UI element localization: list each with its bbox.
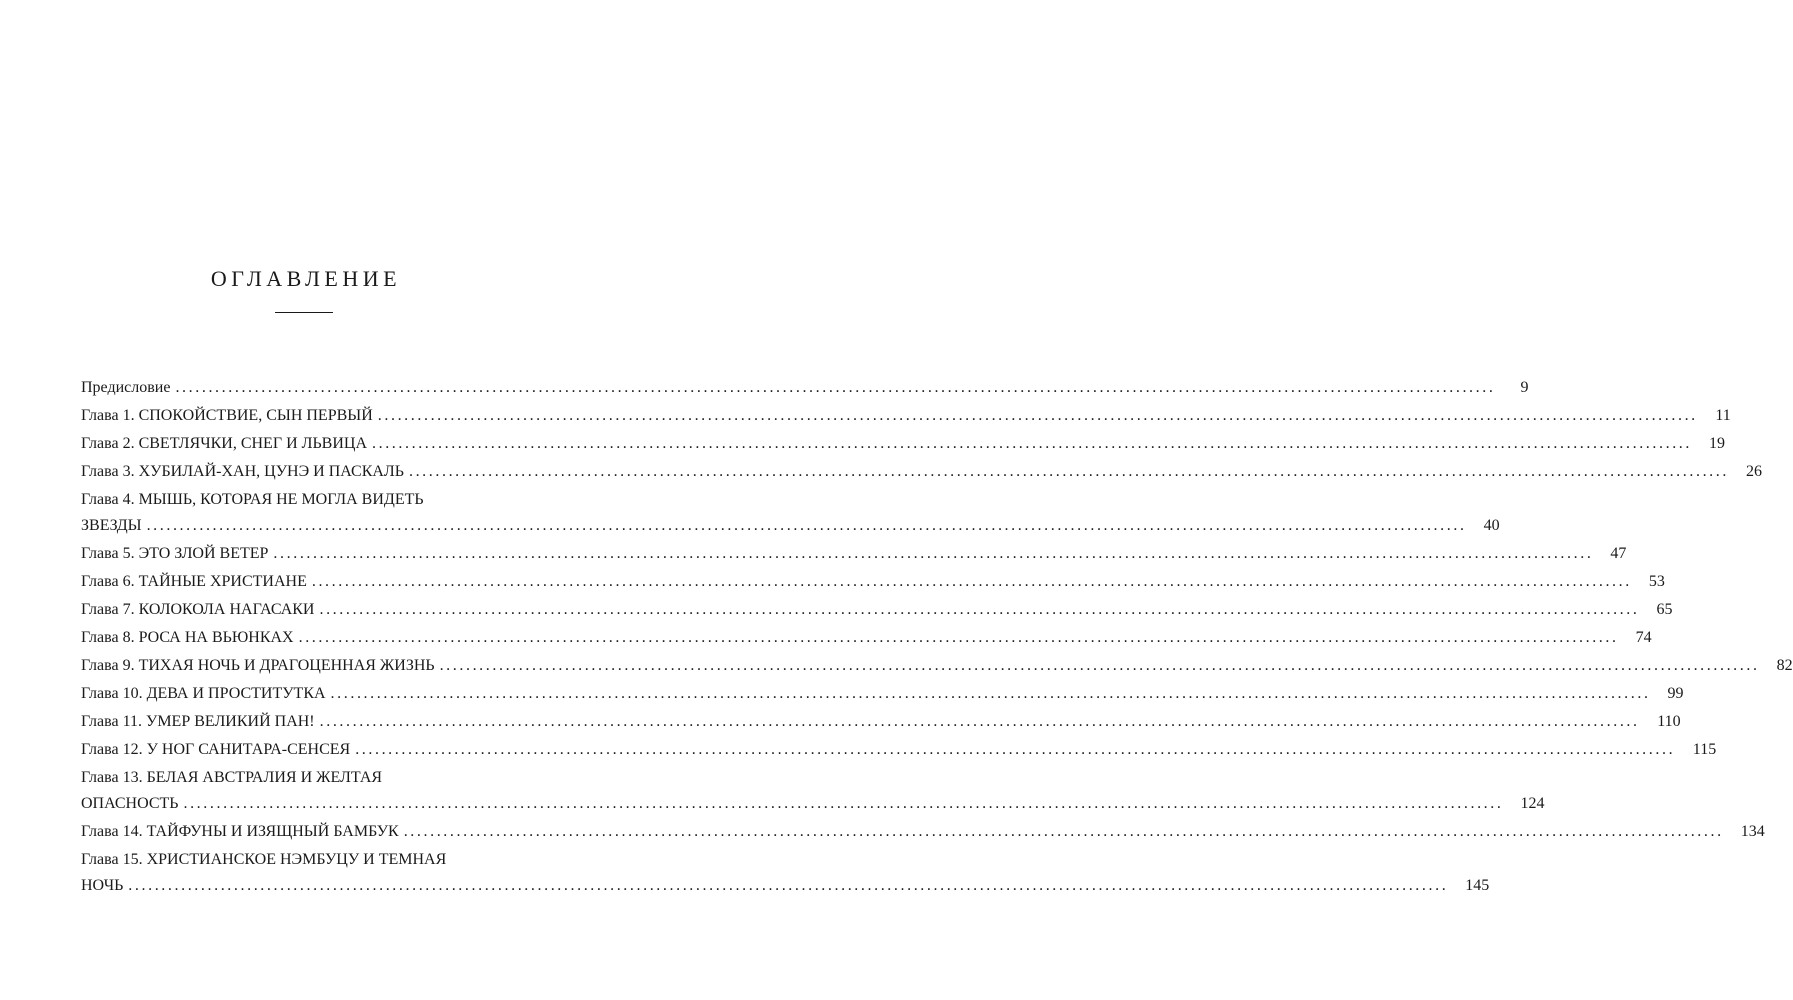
toc-entry-title: Глава 14. ТАЙФУНЫ И ИЗЯЩНЫЙ БАМБУК — [81, 823, 399, 840]
toc-entry-title: ОПАСНОСТЬ — [81, 795, 179, 812]
dot-leader: ........................................................................................................................................................................................................ — [403, 823, 1724, 840]
toc-entry-title: Глава 2. СВЕТЛЯЧКИ, СНЕГ И ЛЬВИЦА — [81, 435, 367, 452]
dot-leader: ........................................................................................................................................................................................................ — [319, 601, 1640, 618]
title-divider — [275, 312, 333, 313]
toc-entry-title: Предисловие — [81, 379, 171, 396]
toc-entry[interactable] — [81, 681, 1684, 707]
dot-leader: ........................................................................................................................................................................................................ — [372, 435, 1692, 452]
toc-entry-title: Глава 3. ХУБИЛАЙ-ХАН, ЦУНЭ И ПАСКАЛЬ — [81, 463, 404, 480]
toc-page-number: 74 — [1635, 629, 1652, 646]
toc-entry-title: Глава 4. МЫШЬ, КОТОРАЯ НЕ МОГЛА ВИДЕТЬ — [81, 491, 424, 508]
toc-entry[interactable] — [81, 403, 1731, 429]
toc-entry[interactable] — [81, 375, 1529, 401]
dot-leader: ........................................................................................................................................................................................................ — [146, 517, 1467, 534]
dot-leader: ........................................................................................................................................................................................................ — [273, 545, 1594, 562]
dot-leader: ........................................................................................................................................................................................................ — [330, 685, 1651, 702]
toc-entry-title: Глава 9. ТИХАЯ НОЧЬ И ДРАГОЦЕННАЯ ЖИЗНЬ — [81, 657, 435, 674]
toc-page-number: 99 — [1667, 685, 1684, 702]
toc-page-number: 134 — [1740, 823, 1765, 840]
toc-page-number: 145 — [1465, 877, 1490, 894]
toc-entry[interactable] — [81, 541, 1627, 567]
toc-entry[interactable] — [81, 487, 1500, 539]
toc-entry-title: Глава 8. РОСА НА ВЬЮНКАХ — [81, 629, 294, 646]
table-of-contents — [81, 375, 1793, 901]
dot-leader: ........................................................................................................................................................................................................ — [311, 573, 1632, 590]
toc-page-number: 65 — [1656, 601, 1673, 618]
dot-leader: ........................................................................................................................................................................................................ — [439, 657, 1760, 674]
toc-entry-title: НОЧЬ — [81, 877, 124, 894]
dot-leader: ........................................................................................................................................................................................................ — [183, 795, 1504, 812]
toc-entry-title: Глава 13. БЕЛАЯ АВСТРАЛИЯ И ЖЕЛТАЯ — [81, 769, 383, 786]
toc-page-number: 110 — [1657, 713, 1681, 730]
toc-page-number: 47 — [1610, 545, 1627, 562]
toc-entry[interactable] — [81, 847, 1490, 899]
toc-entry-title: Глава 5. ЭТО ЗЛОЙ ВЕТЕР — [81, 545, 269, 562]
toc-entry-title: Глава 1. СПОКОЙСТВИЕ, СЫН ПЕРВЫЙ — [81, 407, 373, 424]
toc-entry[interactable] — [81, 737, 1717, 763]
dot-leader: ........................................................................................................................................................................................................ — [298, 629, 1619, 646]
toc-page-number: 9 — [1520, 379, 1529, 396]
toc-page-number: 124 — [1520, 795, 1545, 812]
dot-leader: ........................................................................................................................................................................................................ — [128, 877, 1449, 894]
toc-page-number: 11 — [1715, 407, 1731, 424]
toc-entry[interactable] — [81, 597, 1673, 623]
toc-entry-title: Глава 11. УМЕР ВЕЛИКИЙ ПАН! — [81, 713, 315, 730]
toc-entry[interactable] — [81, 569, 1665, 595]
dot-leader: ........................................................................................................................................................................................................ — [408, 463, 1729, 480]
toc-entry-title: Глава 6. ТАЙНЫЕ ХРИСТИАНЕ — [81, 573, 307, 590]
dot-leader: ........................................................................................................................................................................................................ — [377, 407, 1698, 424]
dot-leader: ........................................................................................................................................................................................................ — [319, 713, 1640, 730]
dot-leader: ........................................................................................................................................................................................................ — [355, 741, 1676, 758]
toc-entry[interactable] — [81, 431, 1725, 457]
toc-entry[interactable] — [81, 653, 1793, 679]
toc-entry[interactable] — [81, 709, 1681, 735]
toc-page-number: 26 — [1745, 463, 1762, 480]
toc-page-number: 82 — [1776, 657, 1793, 674]
toc-page-number: 53 — [1648, 573, 1665, 590]
toc-entry[interactable] — [81, 819, 1765, 845]
toc-page-number: 40 — [1483, 517, 1500, 534]
toc-entry-title: ЗВЕЗДЫ — [81, 517, 142, 534]
toc-page-number: 19 — [1709, 435, 1725, 452]
dot-leader: ........................................................................................................................................................................................................ — [175, 379, 1496, 396]
toc-entry-title: Глава 12. У НОГ САНИТАРА-СЕНСЕЯ — [81, 741, 351, 758]
toc-entry[interactable] — [81, 459, 1762, 485]
toc-entry-title: Глава 10. ДЕВА И ПРОСТИТУТКА — [81, 685, 326, 702]
toc-entry[interactable] — [81, 625, 1652, 651]
toc-page-number: 115 — [1692, 741, 1717, 758]
toc-entry-title: Глава 7. КОЛОКОЛА НАГАСАКИ — [81, 601, 315, 618]
page-title: ОГЛАВЛЕНИЕ — [210, 266, 402, 291]
toc-entry[interactable] — [81, 765, 1545, 817]
toc-entry-title: Глава 15. ХРИСТИАНСКОЕ НЭМБУЦУ И ТЕМНАЯ — [81, 851, 447, 868]
